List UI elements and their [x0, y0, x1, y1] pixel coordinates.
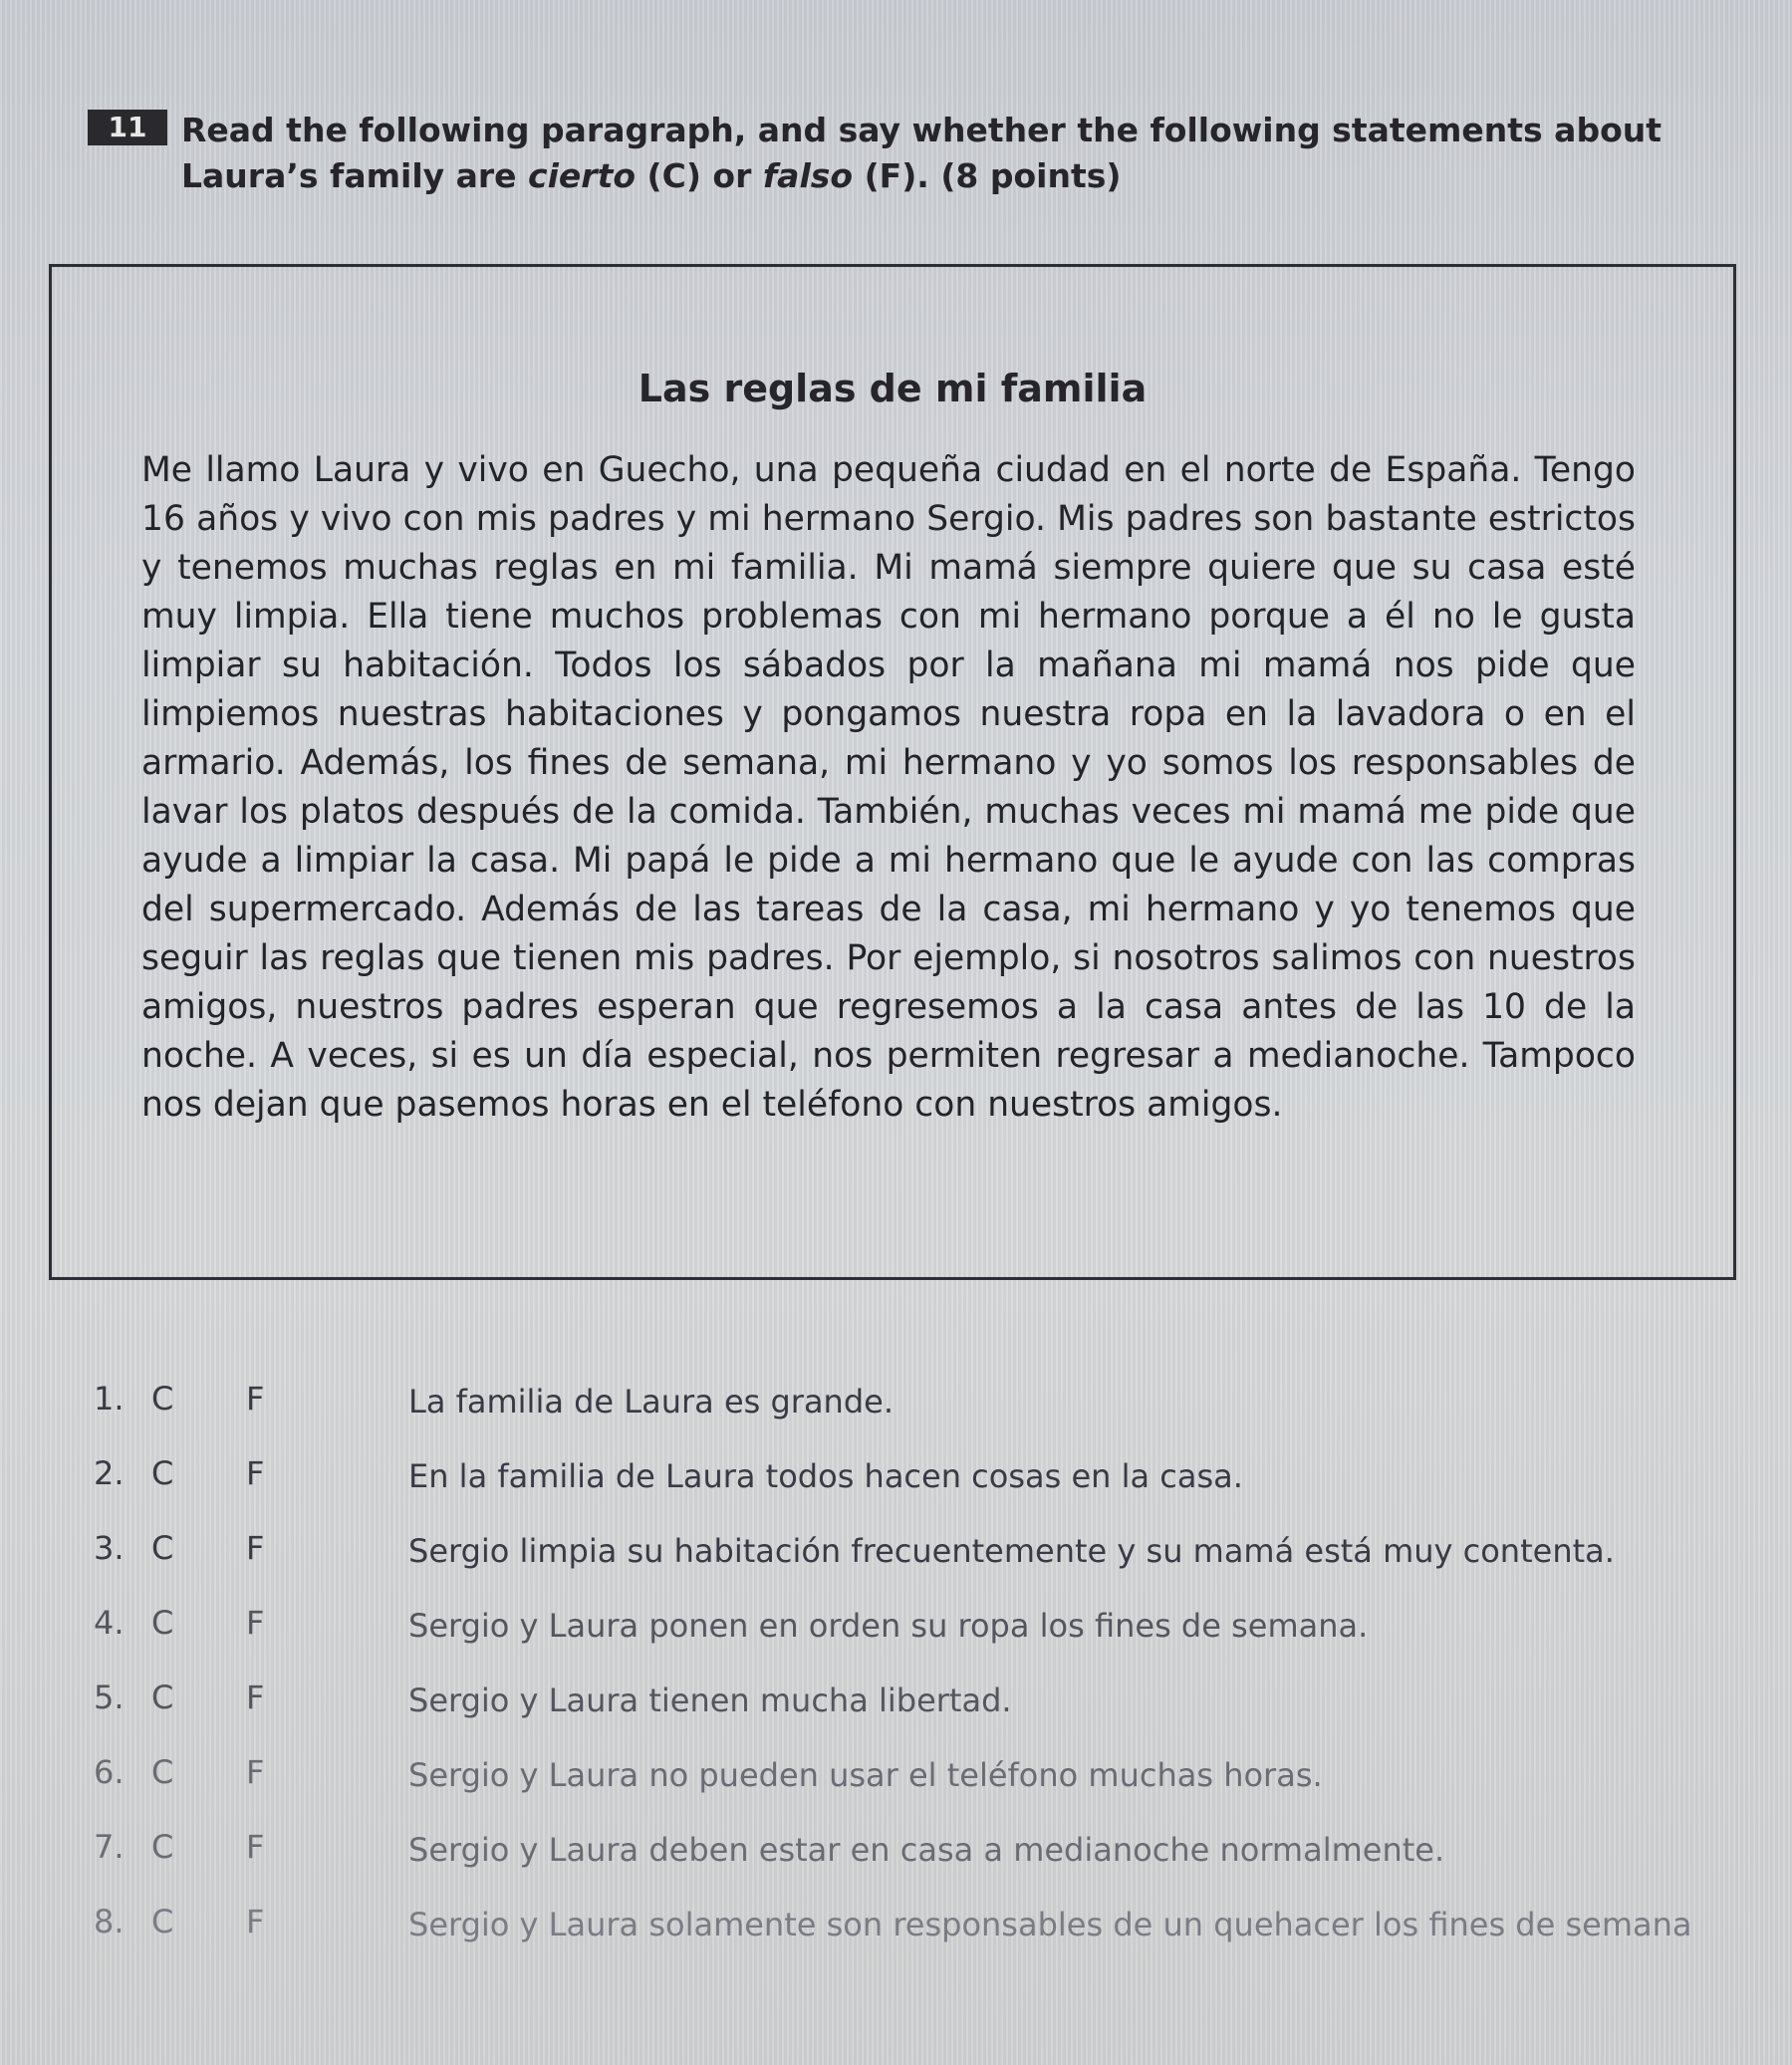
statement-number: 4. [94, 1604, 125, 1642]
statement-item [90, 1529, 1763, 1604]
statement-text: Sergio limpia su habitación frecuentemente y su mamá está muy contenta. [408, 1532, 1615, 1570]
instruction-falso: falso [762, 156, 854, 195]
statement-item [90, 1753, 1763, 1828]
option-cierto[interactable]: C [151, 1828, 174, 1866]
statement-text: En la familia de Laura todos hacen cosas en la casa. [408, 1457, 1243, 1495]
statement-number: 8. [94, 1903, 125, 1940]
statement-item [90, 1454, 1763, 1529]
statements-list [90, 1380, 1763, 1977]
statement-item [90, 1604, 1763, 1678]
instruction-text-1: Read the following paragraph, and say whether the following statements about Laura’s family are [181, 111, 1663, 195]
statement-number: 3. [94, 1529, 125, 1567]
option-falso[interactable]: F [246, 1604, 265, 1642]
option-falso[interactable]: F [246, 1454, 265, 1492]
reading-passage-box [49, 264, 1736, 1280]
option-falso[interactable]: F [246, 1678, 265, 1716]
question-instruction [181, 108, 1675, 199]
statement-number: 1. [94, 1380, 125, 1418]
statement-number: 5. [94, 1678, 125, 1716]
option-falso[interactable]: F [246, 1828, 265, 1866]
instruction-text-3: (F). (8 points) [853, 156, 1122, 195]
option-cierto[interactable]: C [151, 1604, 174, 1642]
statement-item [90, 1828, 1763, 1903]
option-falso[interactable]: F [246, 1380, 265, 1418]
instruction-cierto: cierto [528, 156, 637, 195]
statement-item [90, 1903, 1763, 1977]
statement-number: 6. [94, 1753, 125, 1791]
passage-body: Me llamo Laura y vivo en Guecho, una pequeña ciudad en el norte de España. Tengo 16 años y vivo con mis padres y mi hermano Sergio. Mis padres son bastante estrictos y tenemos muchas reglas en mi familia. Mi mamá siempre quiere que su casa esté muy limpia. Ella tiene muchos problemas con mi hermano porque a él no le gusta limpiar su habitación. Todos los sábados por la mañana mi mamá nos pide que limpiemos nuestras habitaciones y pongamos nuestra ropa en la lavadora o en el armario. Además, los fines de semana, mi hermano y yo somos los responsables de lavar los platos después de la comida. También, muchas veces mi mamá me pide que ayude a limpiar la casa. Mi papá le pide a mi hermano que le ayude con las compras del supermercado. Además de las tareas de la casa, mi hermano y yo tenemos que seguir las reglas que tienen mis padres. Por ejemplo, si nosotros salimos con nuestros amigos, nuestros padres esperan que regresemos a la casa antes de las 10 de la noche. A veces, si es un día especial, nos permiten regresar a medianoche. Tampoco nos dejan que pasemos horas en el teléfono con nuestros amigos. [141, 450, 1636, 1125]
statement-text: La familia de Laura es grande. [408, 1383, 894, 1420]
statement-text: Sergio y Laura tienen mucha libertad. [408, 1681, 1012, 1719]
option-cierto[interactable]: C [151, 1454, 174, 1492]
passage-title: Las reglas de mi familia [638, 367, 1148, 410]
option-falso[interactable]: F [246, 1753, 265, 1791]
statement-item [90, 1380, 1763, 1454]
statement-number: 2. [94, 1454, 125, 1492]
option-falso[interactable]: F [246, 1529, 265, 1567]
statement-item [90, 1678, 1763, 1753]
statement-number: 7. [94, 1828, 125, 1866]
instruction-text-2: (C) or [636, 156, 763, 195]
option-cierto[interactable]: C [151, 1529, 174, 1567]
statement-text: Sergio y Laura deben estar en casa a medianoche normalmente. [408, 1831, 1445, 1869]
option-falso[interactable]: F [246, 1903, 265, 1940]
option-cierto[interactable]: C [151, 1380, 174, 1418]
question-number-badge: 11 [88, 110, 167, 145]
option-cierto[interactable]: C [151, 1753, 174, 1791]
option-cierto[interactable]: C [151, 1678, 174, 1716]
option-cierto[interactable]: C [151, 1903, 174, 1940]
statement-text: Sergio y Laura ponen en orden su ropa los fines de semana. [408, 1607, 1369, 1645]
statement-text: Sergio y Laura no pueden usar el teléfono muchas horas. [408, 1756, 1323, 1794]
statement-text: Sergio y Laura solamente son responsables de un quehacer los fines de semana [408, 1906, 1692, 1943]
